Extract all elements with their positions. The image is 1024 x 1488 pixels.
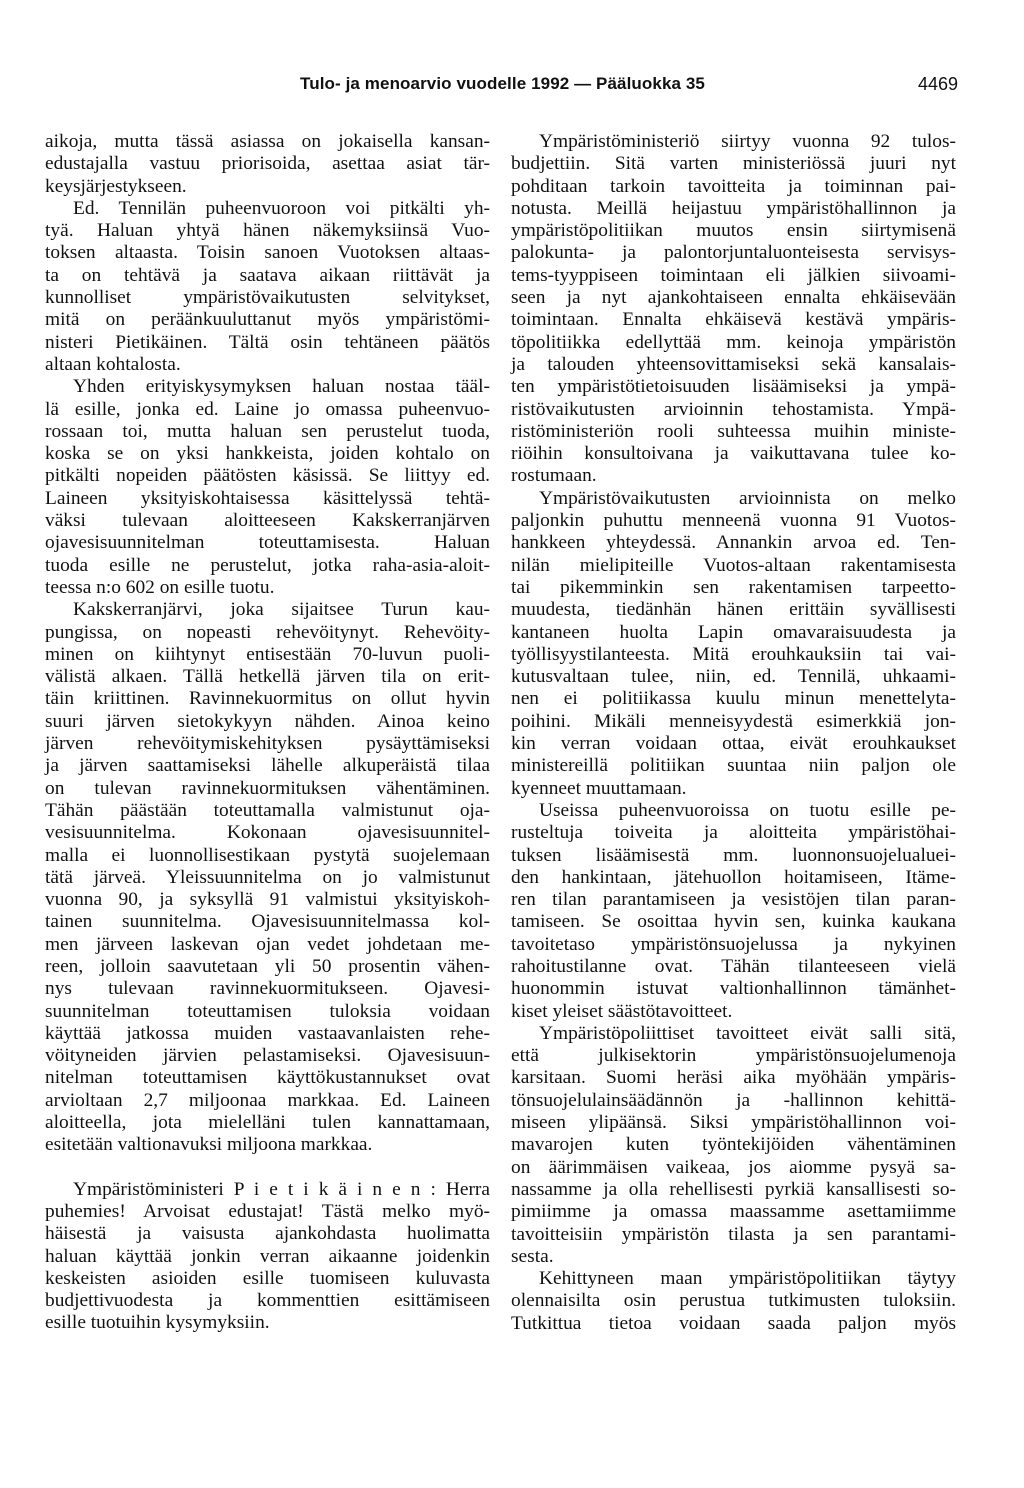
text-line: ja talouden yhteensovittamiseksi sekä kansalais- [511, 353, 956, 375]
text-line: aloitteella, jota mielelläni tulen kannattamaan, [45, 1112, 490, 1134]
text-line: minen on kiihtynyt entisestään 70-luvun puoli- [45, 643, 490, 665]
text-line: paljonkin puhuttu menneenä vuonna 91 Vuotos- [511, 510, 956, 532]
text-line: seen ja nyt ajankohtaiseen ennalta ehkäisevään [511, 287, 956, 309]
text-line: rossaan toi, mutta haluan sen perustelut tuoda, [45, 420, 490, 442]
text-line: koska se on yksi hankkeista, joiden kohtalo on [45, 443, 490, 465]
text-line: esitetään valtionavuksi miljoona markkaa. [45, 1134, 373, 1156]
text-line: vuonna 90, ja syksyllä 91 valmistui yksityiskoh- [45, 889, 490, 911]
text-line: tuksen lisäämisestä mm. luonnonsuojelualuei- [511, 844, 956, 866]
text-line: Ympäristövaikutusten arvioinnista on melko [539, 487, 956, 509]
text-line: esille tuotuihin kysymyksiin. [45, 1312, 270, 1334]
text-line: ristöministeriön rooli suhteessa muihin ministe- [511, 420, 956, 442]
text-line: tätä järveä. Yleissuunnitelma on jo valmistunut [45, 866, 490, 888]
text-line: riöihin konsultoivana ja vaikuttavana tulee ko- [511, 443, 956, 465]
text-line: tai pikemminkin sen rakentamisen tarpeetto- [511, 576, 956, 598]
text-line: Ympäristöministeriö siirtyy vuonna 92 tulos- [539, 131, 956, 152]
text-line: kyenneet muuttamaan. [511, 777, 687, 799]
text-line: väksi tulevaan aloitteeseen Kakskerranjärven [45, 510, 490, 532]
text-line: nys tulevaan ravinnekuormitukseen. Ojavesi- [45, 978, 490, 1000]
text-line: toksen altaasta. Toisin sanoen Vuotoksen altaas- [45, 242, 490, 264]
text-line: Ympäristöpoliittiset tavoitteet eivät salli sitä, [539, 1022, 956, 1044]
text-line: ten ympäristötietoisuuden lisäämiseksi ja ympä- [511, 376, 956, 398]
text-line: vesisuunnitelma. Kokonaan ojavesisuunnitel- [45, 822, 490, 844]
text-line: poihini. Mikäli menneisyydestä esimerkkiä jon- [511, 710, 956, 732]
text-line: den hankintaan, jätehuollon hoitamiseen, Itäme- [511, 866, 956, 888]
text-line: pimiimme ja omassa maassamme asettamiimme [511, 1201, 956, 1223]
text-line: tavoitteisiin ympäristön tilasta ja sen parantami- [511, 1223, 956, 1245]
text-line: nitelman toteuttamisen käyttökustannukset ovat [45, 1067, 490, 1089]
text-line: kantaneen huolta Lapin omavaraisuudesta ja [511, 621, 956, 643]
text-line: ojavesisuunnitelman toteuttamisesta. Haluan [45, 532, 490, 554]
text-line: altaan kohtalosta. [45, 353, 181, 375]
text-line: lä esille, jonka ed. Laine jo omassa puheenvuo- [45, 398, 490, 420]
text-line: Tutkittua tietoa voidaan saada paljon myös [511, 1312, 956, 1334]
text-line: ympäristöpolitiikan muutos ensin siirtymisenä [511, 220, 956, 242]
text-line: edustajalla vastuu priorisoida, asettaa asiat tär- [45, 153, 490, 175]
text-line: välistä alkaen. Tällä hetkellä järven tila on erit- [45, 666, 490, 688]
running-header [0, 74, 1024, 104]
text-line: puhemies! Arvoisat edustajat! Tästä melko myö- [45, 1200, 490, 1222]
text-line: että julkisektorin ympäristönsuojelumenoja [511, 1045, 956, 1067]
text-line: Laineen yksityiskohtaisessa käsittelyssä tehtä- [45, 487, 490, 509]
text-line: Yhden erityiskysymyksen haluan nostaa tääl- [73, 376, 490, 398]
text-line: palokunta- ja palontorjuntaluonteisesta servisys- [511, 242, 956, 264]
text-line: pitkälti nopeiden päätösten käsissä. Se liittyy ed. [45, 465, 490, 487]
text-line: notusta. Meillä heijastuu ympäristöhallinnon ja [511, 197, 956, 219]
text-line: teessa n:o 602 on esille tuotu. [45, 576, 275, 598]
text-line: olennaisilta osin perustua tutkimusten tuloksiin. [511, 1290, 956, 1312]
text-line: haluan käyttää jonkin verran aikaanne joidenkin [45, 1245, 490, 1267]
text-line: ja järven saattamiseksi lähelle alkuperäistä tilaa [45, 755, 490, 777]
text-line: mitä on peräänkuuluttanut myös ympäristömi- [45, 309, 490, 331]
text-line: budjettivuodesta ja kommenttien esittämiseen [45, 1290, 490, 1312]
text-line: toimintaan. Ennalta ehkäisevä kestävä ympäris- [511, 309, 956, 331]
text-line: hankkeen yhteydessä. Annankin arvoa ed. Ten- [511, 532, 956, 554]
text-line: kiset yleiset säästötavoitteet. [511, 1000, 733, 1022]
text-line: tainen suunnitelma. Ojavesisuunnitelmassa kol- [45, 911, 490, 933]
text-line: reen, jolloin saavutetaan yli 50 prosentin vähen- [45, 955, 490, 977]
text-line: sesta. [511, 1245, 554, 1267]
text-line: tavoitetaso ympäristönsuojelussa ja nykyinen [511, 933, 956, 955]
text-line: Useissa puheenvuoroissa on tuotu esille pe- [539, 799, 956, 821]
text-line: pohditaan tarkoin tavoitteita ja toiminnan pai- [511, 175, 956, 197]
text-line: tems-tyyppiseen toimintaan eli jälkien siivoami- [511, 264, 956, 286]
text-line: tamiseen. Se osoittaa hyvin sen, kuinka kaukana [511, 911, 956, 933]
text-line: on äärimmäisen vaikeaa, jos aiomme pysyä sa- [511, 1156, 956, 1178]
text-line: tyä. Haluan yhtyä hänen näkemyksiinsä Vuo- [45, 220, 490, 242]
text-line: nen ei politiikassa kuulu minun menettelyta- [511, 688, 956, 710]
text-line: ristövaikutusten arvioinnin tehostamista. Ympä- [511, 398, 956, 420]
text-line: keskeisten asioiden esille tuomiseen kuluvasta [45, 1267, 490, 1289]
text-line: Kehittyneen maan ympäristöpolitiikan täytyy [539, 1268, 956, 1290]
text-line: rahoitustilanne ovat. Tähän tilanteeseen vielä [511, 955, 956, 977]
text-line: malla ei luonnollisestikaan pystytä suojelemaan [45, 844, 490, 866]
text-line: suunnitelman toteuttamisen tuloksia voidaan [45, 1000, 490, 1022]
text-line: budjettiin. Sitä varten ministeriössä juuri nyt [511, 153, 956, 175]
text-line: työllisyystilanteesta. Mitä erouhkauksiin tai vai- [511, 643, 956, 665]
text-line: töpolitiikka edellyttää mm. keinoja ympäristön [511, 331, 956, 353]
text-line: on tulevan ravinnekuormituksen vähentäminen. [45, 777, 490, 799]
left-column [45, 131, 490, 1335]
text-line: miseen ylipäänsä. Siksi ympäristöhallinnon voi- [511, 1112, 956, 1134]
text-line: ta on tehtävä ja saatava aikaan riittävät ja [45, 264, 490, 286]
text-line: Ympäristöministeri P i e t i k ä i n e n : Herra [73, 1178, 490, 1200]
text-line: järven rehevöitymiskehityksen pysäyttämiseksi [45, 733, 490, 755]
text-line: häisestä ja vaisusta ajankohdasta huolimatta [45, 1223, 490, 1245]
text-line: kin verran voidaan ottaa, eivät erouhkaukset [511, 733, 956, 755]
right-column [511, 131, 956, 1335]
text-line: ren tilan parantamiseen ja vesistöjen tilan paran- [511, 889, 956, 911]
text-line: kunnolliset ympäristövaikutusten selvitykset, [45, 287, 490, 309]
text-line: nilän mielipiteille Vuotos-altaan rakentamisesta [511, 554, 956, 576]
text-line: tuoda esille ne perustelut, jotka raha-asia-aloit- [45, 554, 490, 576]
text-line: Tähän päästään toteuttamalla valmistunut oja- [45, 799, 490, 821]
page-number: 4469 [917, 74, 958, 94]
text-line: rostumaan. [511, 465, 597, 487]
paragraph-gap [45, 1157, 490, 1179]
header-title: Tulo- ja menoarvio vuodelle 1992 — Pääluokka 35 [300, 74, 705, 93]
text-line: täin kriittinen. Ravinnekuormitus on ollut hyvin [45, 688, 490, 710]
text-line: muudesta, tiedänhän hänen erittäin syvällisesti [511, 599, 956, 621]
text-line: karsitaan. Suomi heräsi aika myöhään ympäris- [511, 1067, 956, 1089]
text-line: kutusvaltaan tulee, niin, ed. Tennilä, uhkaami- [511, 666, 956, 688]
text-line: ministereillä politiikan suuntaa niin paljon ole [511, 755, 956, 777]
text-line: mavarojen kuten työntekijöiden vähentäminen [511, 1134, 956, 1156]
text-line: Ed. Tennilän puheenvuoroon voi pitkälti yh- [73, 197, 490, 219]
text-line: aikoja, mutta tässä asiassa on jokaisella kansan- [45, 131, 490, 152]
text-line: keysjärjestykseen. [45, 175, 187, 197]
text-line: rusteltuja toiveita ja aloitteita ympäristöhai- [511, 822, 956, 844]
text-line: nisteri Pietikäinen. Tältä osin tehtäneen päätös [45, 331, 490, 353]
text-line: Kakskerranjärvi, joka sijaitsee Turun kau- [73, 599, 490, 621]
text-line: käyttää jatkossa muiden vastaavanlaisten rehe- [45, 1022, 490, 1044]
text-line: arvioltaan 2,7 miljoonaa markkaa. Ed. Laineen [45, 1089, 490, 1111]
text-line: vöityneiden järvien pelastamiseksi. Ojavesisuun- [45, 1045, 490, 1067]
text-line: tönsuojelulainsäädännön ja -hallinnon kehittä- [511, 1089, 956, 1111]
text-line: men järveen laskevan ojan vedet johdetaan me- [45, 933, 490, 955]
text-line: huonommin istuvat valtionhallinnon tämänhet- [511, 978, 956, 1000]
text-line: suuri järven sietokykyyn nähden. Ainoa keino [45, 710, 490, 732]
text-line: pungissa, on nopeasti rehevöitynyt. Rehevöity- [45, 621, 490, 643]
text-line: nassamme ja olla rehellisesti pyrkiä kansallisesti so- [511, 1178, 956, 1200]
